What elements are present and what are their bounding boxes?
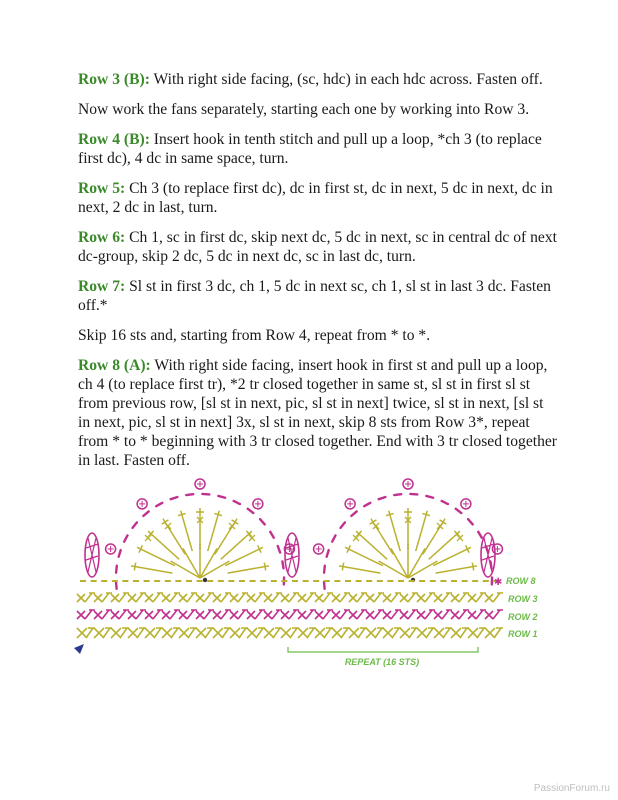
row-3-stitch: [340, 593, 350, 602]
row-3-stitch: [162, 594, 170, 602]
row-3-stitch: [298, 594, 306, 602]
row-2-stitch: [306, 610, 316, 619]
row-1-stitch: [358, 628, 367, 638]
row-2-stitch: [315, 611, 323, 619]
row-3-stitch: [111, 594, 119, 602]
row-3-stitch: [238, 593, 248, 602]
row-1-stitch: [230, 628, 240, 638]
row-1-stitch: [162, 628, 172, 638]
picot-icon: [463, 501, 469, 507]
fan-slip-stitch: [248, 509, 254, 513]
row-1-stitch: [145, 628, 155, 638]
fan-sc-stitch: [457, 535, 463, 541]
instruction-row-8: Row 8 (A): With right side facing, insert hook in first st and pull up a loop, ch 4 (to replace first tr), *2 tr closed together in same st, sl st in first sl st from previous row, [sl st in next, pic, sl st in next] twice, sl st in next, [sl st in next, pic, sl st in next] 3x, sl st in next, skip 8 sts from Row 3*, repeat from * to * beginning with 3 tr closed together. End with 3 tr closed together in last. Fasten off.: [78, 357, 557, 469]
row-2-stitch: [119, 610, 129, 619]
fan-slip-stitch: [324, 566, 325, 573]
fan-slip-stitch: [218, 496, 225, 498]
fan-slip-stitch: [394, 494, 401, 495]
fan-slip-stitch: [124, 535, 127, 541]
row-3-stitch: [204, 593, 214, 602]
row-2-stitch: [391, 610, 401, 619]
fan-motifs: [85, 479, 502, 589]
row-3-stitch: [230, 594, 238, 602]
row-1-stitch: [392, 628, 401, 638]
row-1-stitch: [307, 628, 316, 638]
row-3-stitch: [153, 593, 163, 602]
row-1-stitch: [86, 628, 95, 638]
instruction-row-4: Row 4 (B): Insert hook in tenth stitch and pull up a loop, *ch 3 (to replace first dc), 4 dc in same space, turn.: [78, 131, 542, 167]
row-2-stitch: [145, 611, 153, 619]
row-2-stitch: [383, 611, 391, 619]
row-2-stitch: [289, 610, 299, 619]
row-3-stitch: [485, 594, 493, 602]
fan-dc-top: [264, 563, 265, 571]
fan-dc-stitch: [436, 566, 477, 573]
row-3-stitch: [145, 594, 153, 602]
row-1-stitch: [111, 628, 121, 638]
row-2-stitch: [340, 610, 350, 619]
fan-dc-top: [342, 563, 343, 571]
row-1-stitch: [256, 628, 265, 638]
row-1-stitch: [485, 628, 495, 638]
row-1-stitch: [417, 628, 427, 638]
row-2-stitch: [272, 610, 282, 619]
row-3-stitch: [77, 594, 85, 602]
row-1-stitch: [468, 628, 478, 638]
row-1-stitch: [273, 628, 282, 638]
row-1-stitch: [171, 628, 180, 638]
row-3-stitch: [281, 594, 289, 602]
row-1-stitch: [332, 628, 342, 638]
row-2-stitch: [323, 610, 333, 619]
row-3-stitch: [94, 594, 102, 602]
row-1-stitch: [94, 628, 104, 638]
row-3-stitch: [247, 594, 255, 602]
row-1-stitch: [383, 628, 393, 638]
row-2-stitch: [468, 611, 476, 619]
row-3-stitch: [374, 593, 384, 602]
row-3-stitch: [323, 593, 333, 602]
fan-slip-stitch: [341, 522, 345, 527]
row-2-stitch: [459, 610, 469, 619]
fan-slip-stitch: [426, 496, 433, 498]
row-1-stitch: [443, 628, 452, 638]
fan-dc-top: [386, 513, 394, 515]
row-2-stitch: [238, 610, 248, 619]
row-3-stitch: [349, 594, 357, 602]
row-3-stitch: [102, 593, 112, 602]
row-2-stitch: [128, 611, 136, 619]
row-1-stitch: [188, 628, 197, 638]
fan-dc-stitch: [416, 511, 428, 551]
row-2-stitch: [442, 610, 452, 619]
fan-slip-stitch: [119, 550, 121, 557]
fan-dc-stitch: [131, 566, 172, 573]
row-3-label: ROW 3: [508, 594, 538, 604]
row-2-stitch: [196, 611, 204, 619]
row-3-stitch: [85, 593, 95, 602]
row-2-stitch: [136, 610, 146, 619]
fan-slip-stitch: [332, 535, 335, 541]
fan-anchor-dot: [203, 578, 207, 582]
row-2-stitch: [400, 611, 408, 619]
picot-icon: [197, 481, 203, 487]
row-2-stitch: [298, 611, 306, 619]
row-1-stitch: [222, 628, 231, 638]
instruction-row-5: Row 5: Ch 3 (to replace first dc), dc in first st, dc in next, 5 dc in next, dc in next, 2 dc in last, turn.: [78, 180, 553, 216]
fan-slip-stitch: [456, 509, 462, 513]
row-1-stitch: [451, 628, 461, 638]
row-2-stitch: [366, 611, 374, 619]
row-3-stitch: [306, 593, 316, 602]
row-2-stitch: [187, 610, 197, 619]
instruction-note-fans: Now work the fans separately, starting each one by working into Row 3.: [78, 101, 530, 118]
row-2-stitch: [417, 611, 425, 619]
row-1-stitch: [477, 628, 486, 638]
picot-icon: [139, 501, 145, 507]
row-3-stitch: [476, 593, 486, 602]
row-3-stitch: [264, 594, 272, 602]
row-3-stitch: [391, 593, 401, 602]
fan-slip-stitch: [143, 511, 148, 515]
fan-motif: [106, 479, 295, 589]
row-3-stitch: [434, 594, 442, 602]
row-3-stitch: [493, 593, 503, 602]
row-1-stitch: [205, 628, 214, 638]
row-2-stitch: [179, 611, 187, 619]
row-1-stitch: [290, 628, 299, 638]
instruction-row-7: Row 7: Sl st in first 3 dc, ch 1, 5 dc in next sc, ch 1, sl st in last 3 dc. Fasten off.*: [78, 278, 551, 314]
row-1-stitch: [315, 628, 325, 638]
fan-slip-stitch: [270, 532, 274, 538]
row-8-label: ROW 8: [506, 576, 536, 586]
start-marker: [74, 644, 84, 654]
row-3-stitch: [332, 594, 340, 602]
row-2-stitch: [493, 610, 503, 619]
row-3-stitch: [400, 594, 408, 602]
fan-slip-stitch: [234, 501, 240, 504]
row-2-stitch: [85, 610, 95, 619]
row-3-stitch: [179, 594, 187, 602]
row-2-stitch: [451, 611, 459, 619]
row-1-stitch: [281, 628, 291, 638]
row-3-stitch: [119, 593, 129, 602]
row-3-stitch: [272, 593, 282, 602]
row-1-label: ROW 1: [508, 629, 538, 639]
row-3-stitch: [196, 594, 204, 602]
row-2-stitch: [349, 611, 357, 619]
fan-slip-stitch: [260, 519, 265, 524]
row-2-stitch: [213, 611, 221, 619]
row-2-label: ROW 2: [508, 612, 538, 622]
row-1-stitch: [409, 628, 418, 638]
row-1-stitch: [77, 628, 87, 638]
row-1-stitch: [179, 628, 189, 638]
row-3-stitch: [451, 594, 459, 602]
fan-slip-stitch: [186, 494, 193, 495]
row-8-star-icon: ✱: [494, 577, 503, 588]
row-1-stitch: [400, 628, 410, 638]
tr-cluster-icon: [86, 538, 98, 572]
fan-slip-stitch: [468, 519, 473, 524]
instruction-note-repeat: Skip 16 sts and, starting from Row 4, repeat from * to *.: [78, 327, 431, 344]
repeat-bracket-line: [288, 647, 478, 652]
row-1-stitch: [137, 628, 146, 638]
row-3-stitch: [417, 594, 425, 602]
fan-dc-stitch: [389, 511, 401, 551]
tr-cluster-right: [481, 533, 495, 577]
fan-dc-stitch: [208, 511, 220, 551]
tr-cluster-middle: [285, 533, 299, 577]
row-1-stitch: [120, 628, 129, 638]
repeat-label: REPEAT (16 STS): [344, 657, 420, 667]
row-3-stitch: [357, 593, 367, 602]
row-1-stitch: [247, 628, 257, 638]
row-3-stitch: [255, 593, 265, 602]
fan-slip-stitch: [171, 497, 178, 499]
fan-dc-stitch: [181, 511, 193, 551]
picot-icon: [108, 546, 114, 552]
row-2-stitch: [77, 611, 85, 619]
fan-slip-stitch: [116, 582, 117, 589]
fan-slip-stitch: [282, 561, 283, 568]
row-3-stitch: [408, 593, 418, 602]
row-2-stitch: [425, 610, 435, 619]
picot-icon: [316, 546, 322, 552]
row-3-stitch: [366, 594, 374, 602]
row-2-stitch: [247, 611, 255, 619]
fan-dc-top: [214, 513, 222, 515]
row-2-stitch: [162, 611, 170, 619]
fan-dc-top: [422, 513, 430, 515]
row-1-stitch: [324, 628, 333, 638]
row-2-stitch: [111, 611, 119, 619]
row-2-stitch: [332, 611, 340, 619]
row-3-stitch: [425, 593, 435, 602]
row-3-stitch: [170, 593, 180, 602]
fan-slip-stitch: [133, 522, 137, 527]
row-3-stitch: [315, 594, 323, 602]
row-3-stitch: [383, 594, 391, 602]
fan-slip-stitch: [478, 532, 482, 538]
row-2-stitch: [170, 610, 180, 619]
watermark: PassionForum.ru: [533, 783, 610, 794]
row-3-stitch: [459, 593, 469, 602]
row-3-stitch: [136, 593, 146, 602]
row-1-stitch: [375, 628, 384, 638]
row-1-stitch: [426, 628, 435, 638]
fan-dc-top: [178, 513, 186, 515]
crochet-chart: [70, 440, 550, 676]
picot-icon: [347, 501, 353, 507]
row-3-stitch: [289, 593, 299, 602]
row-2-stitch: [204, 610, 214, 619]
row-1-stitch: [103, 628, 112, 638]
picot-icon: [405, 481, 411, 487]
fan-slip-stitch: [156, 503, 162, 506]
instruction-row-6: Row 6: Ch 1, sc in first dc, skip next dc, 5 dc in next, sc in central dc of next dc-group, skip 2 dc, 5 dc in next dc, sc in last dc, turn.: [78, 229, 557, 265]
row-3-stitch: [187, 593, 197, 602]
row-3-stitch: [128, 594, 136, 602]
row-2-stitch: [255, 610, 265, 619]
row-1-stitch: [366, 628, 376, 638]
repeat-bracket: [288, 647, 478, 652]
tr-cluster-icon: [286, 538, 298, 572]
row-2-stitch: [230, 611, 238, 619]
row-1-stitch: [349, 628, 359, 638]
fan-slip-stitch: [327, 550, 329, 557]
row-2-stitch: [434, 611, 442, 619]
row-2-stitch: [485, 611, 493, 619]
tr-cluster-left: [85, 533, 99, 577]
row-1-stitch: [154, 628, 163, 638]
fan-slip-stitch: [442, 501, 448, 504]
row-1-stitch: [196, 628, 206, 638]
pattern-instructions: [78, 70, 558, 481]
fan-slip-stitch: [116, 566, 117, 573]
instruction-row-3: Row 3 (B): With right side facing, (sc, hdc) in each hdc across. Fasten off.: [78, 71, 543, 88]
row-3-stitch: [221, 593, 231, 602]
fan-slip-stitch: [351, 511, 356, 515]
row-1-stitch: [239, 628, 248, 638]
row-1-stitch: [341, 628, 350, 638]
fan-slip-stitch: [278, 546, 280, 553]
row-2-stitch: [102, 610, 112, 619]
row-2-stitch: [221, 610, 231, 619]
row-2-stitch: [281, 611, 289, 619]
fan-dc-top: [472, 563, 473, 571]
fan-sc-stitch: [353, 535, 359, 541]
fan-sc-stitch: [249, 535, 255, 541]
fan-dc-top: [134, 563, 135, 571]
row-1-stitch: [213, 628, 223, 638]
row-2-stitch: [264, 611, 272, 619]
row-3-stitch: [213, 594, 221, 602]
fan-slip-stitch: [324, 582, 325, 589]
fan-sc-stitch: [145, 535, 151, 541]
row-2-stitch: [476, 610, 486, 619]
row-2-stitch: [374, 610, 384, 619]
row-1-stitch: [264, 628, 274, 638]
row-1-stitch: [298, 628, 308, 638]
row-1-stitch: [460, 628, 469, 638]
row-2-stitch: [153, 610, 163, 619]
fan-slip-stitch: [379, 497, 386, 499]
row-1-stitch: [128, 628, 138, 638]
fan-dc-stitch: [339, 566, 380, 573]
row-2-stitch: [94, 611, 102, 619]
row-2-stitch: [357, 610, 367, 619]
row-1-stitch: [434, 628, 444, 638]
fan-slip-stitch: [364, 503, 370, 506]
row-1-stitch: [494, 628, 503, 638]
fan-motif: [314, 479, 503, 589]
fan-dc-stitch: [228, 566, 269, 573]
row-2-stitch: [408, 610, 418, 619]
picot-icon: [255, 501, 261, 507]
row-3-stitch: [442, 593, 452, 602]
row-3-stitch: [468, 594, 476, 602]
base-rows: [74, 577, 503, 654]
